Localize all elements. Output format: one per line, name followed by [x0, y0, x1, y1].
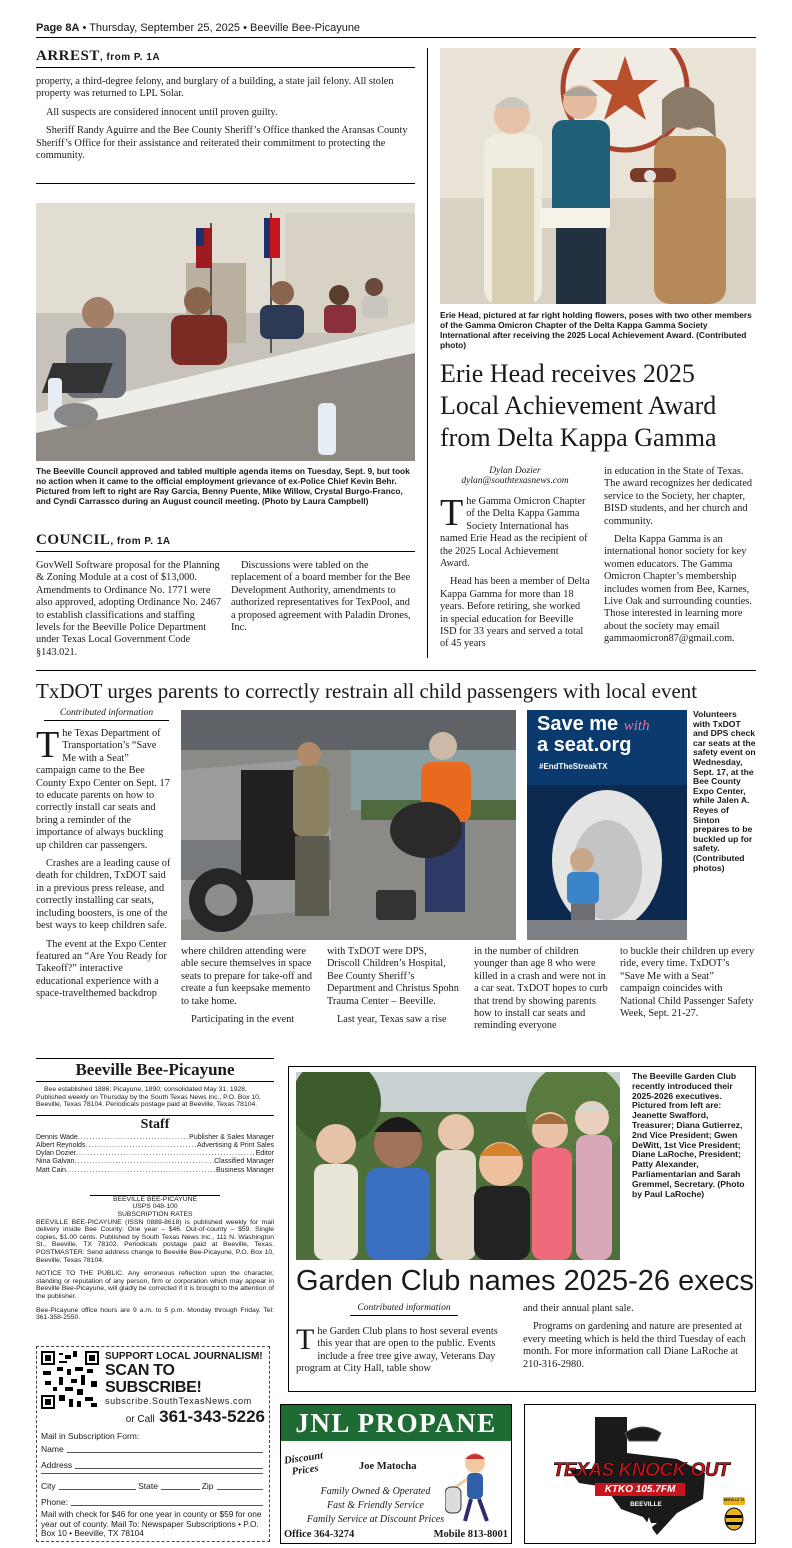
page-number: Page 8A	[36, 22, 80, 34]
txdot-byline: Contributed information	[44, 708, 169, 721]
bee-badge-text: BEEVILLE TX	[723, 1498, 745, 1502]
public-notice: NOTICE TO THE PUBLIC. Any erroneous reflection upon the character, standing or reputation of any person, firm or corporation which may appear in Beeville Bee-Picayune, will gladly be corrected if it is brought to the attention of the publisher.	[36, 1270, 274, 1300]
save-me-with-a-seat-photo	[527, 710, 687, 940]
masthead-title: Beeville Bee-Picayune	[36, 1058, 274, 1082]
txdot-c5-p1: to buckle their children up every ride, every time. TxDOT’s “Save Me with a Seat” campaign coincides with National Child Passenger Safety Week, Sept. 21-27.	[620, 946, 755, 1020]
erie-author: Dylan Dozier	[489, 466, 541, 476]
arrest-p3: Sheriff Randy Aguirre and the Bee County Sheriff’s Office thanked the Aransas County Sheriff’s Office for their assistance and reiterated their commitment to protecting the community.	[36, 125, 408, 162]
txdot-dropcap: T	[36, 724, 60, 766]
arrest-jump-head: ARREST, from P. 1A	[36, 48, 415, 68]
arrest-p2: All suspects are considered innocent until proven guilty.	[46, 106, 278, 118]
staff-name: Nina Galvan	[36, 1158, 75, 1166]
scan-to-subscribe: SCAN TO SUBSCRIBE!	[105, 1362, 202, 1396]
staff-role: Business Manager	[216, 1166, 274, 1174]
erie-p1: he Gamma Omicron Chapter of the Delta Kappa Gamma Society International has named Erie Head as the recipient of the 2025 Local Achievement Award.	[440, 496, 588, 570]
ktko-radio-ad[interactable]	[524, 1404, 756, 1544]
garden-headline: Garden Club names 2025-26 execs	[296, 1265, 754, 1297]
arrest-story	[36, 48, 415, 168]
staff-row	[36, 1167, 274, 1175]
ktko-title: TEXAS KNOCK OUT	[552, 1460, 730, 1481]
jnl-taglines	[283, 1485, 468, 1527]
support-journalism: SUPPORT LOCAL JOURNALISM!	[105, 1351, 263, 1362]
erie-photo-caption: Erie Head, pictured at far right holding flowers, poses with two other members of the Gamma Omicron Chapter of the Delta Kappa Gamma Society International after receiving the 2025 Local Achievement Award. (Contributed photo)	[440, 310, 752, 350]
address-field[interactable]: Address	[41, 1457, 265, 1473]
staff-row	[36, 1134, 274, 1142]
council-photo-caption: The Beeville Council approved and tabled multiple agenda items on Tuesday, Sept. 9, but took no action when it came to the official employment grievance of ex-Police Chief Kevin Behr. Pictured from left to right are Ray Garcia, Benny Puente, Mike Willow, Crystal Burgo-Franco, and Cyndi Carrassco during an August council meeting. (Photo by Laura Campbell)	[36, 466, 410, 506]
garden-byline: Contributed information	[350, 1303, 458, 1316]
usps-line1: BEEVILLE BEE-PICAYUNE	[112, 1195, 198, 1203]
section-divider	[36, 670, 756, 671]
banner-text	[537, 714, 650, 756]
subscribe-url[interactable]: subscribe.SouthTexasNews.com	[105, 1396, 252, 1406]
staff-row	[36, 1150, 274, 1158]
staff-row	[36, 1158, 274, 1166]
txdot-col2	[181, 946, 316, 1032]
staff-name: Albert Reynolds	[36, 1141, 86, 1149]
garden-col2	[523, 1303, 750, 1377]
staff-role: Classified Manager	[214, 1158, 274, 1166]
council-meeting-photo	[36, 203, 415, 461]
jnl-tagline-3: Family Service at Discount Prices	[306, 1514, 445, 1525]
txdot-c2-p2: Participating in the event	[191, 1014, 295, 1026]
staff-title: Staff	[36, 1115, 274, 1134]
banner-url: a seat.org	[537, 734, 632, 756]
garden-col1	[296, 1323, 512, 1382]
masthead-box	[36, 1058, 274, 1322]
txdot-p1: he Texas Department of Transportation’s “Save Me with a Seat” campaign came to the Bee County Expo Center on Sept. 17 to educate parents on how to correctly install car seats and bring a reminder of the importance of always buckling up children car passengers.	[36, 728, 170, 851]
txdot-c3-p1: with TxDOT were DPS, Driscoll Children’s Hospital, Bee County Sheriff’s Department and Christus Spohn Trauma Center – Beeville.	[327, 946, 459, 1007]
phone-field[interactable]: Phone:	[41, 1494, 265, 1510]
staff-name: Dylan Dozier	[36, 1150, 77, 1158]
txdot-col1	[36, 724, 171, 1007]
staff-role: Advertising & Print Sales	[196, 1141, 274, 1149]
jnl-owner: Joe Matocha	[359, 1461, 417, 1472]
arrest-p1: property, a third-degree felony, and burglary of a building, a state jail felony. All stolen property was returned to LPL Solar.	[36, 76, 394, 100]
council-col1: GovWell Software proposal for the Planning & Zoning Module at a cost of $13,000. Amendments to Ordinance No. 1771 were also approved, adopting Ordinance No. 2467 to establish classifications and staffing levels for the Beeville Police Department under Texas Local Government Code §143.021.	[36, 560, 222, 658]
page-folio	[36, 22, 756, 38]
jnl-propane-ad[interactable]	[280, 1404, 512, 1544]
car-seat-check-photo	[181, 710, 516, 940]
erie-byline	[440, 466, 590, 486]
erie-headline: Erie Head receives 2025 Local Achievement Award from Delta Kappa Gamma	[440, 359, 717, 452]
jnl-office-phone[interactable]: Office 364-3274	[284, 1529, 355, 1540]
qr-code-icon[interactable]	[41, 1351, 99, 1409]
office-hours: Bee-Picayune office hours are 9 a.m. to 5 p.m. Monday through Friday. Tel: 361-358-2550.	[36, 1306, 274, 1322]
divider	[36, 183, 415, 184]
garden-dropcap: T	[296, 1323, 315, 1356]
usps-line2: USPS 048-100	[132, 1203, 178, 1211]
garden-p3: Programs on gardening and nature are presented at every meeting which is held the third Tuesday of each month. For more information call Diane LaRoche at 210-316-2980.	[523, 1321, 746, 1370]
garden-photo-caption: The Beeville Garden Club recently introduced their 2025-2026 executives. Pictured from left are: Jeanette Swafford, Treasurer; Diana Gutierrez, 2nd Vice President; Gwen DeWitt, 1st Vice President; Diane LaRoche, President; Patty Alexander, Parliamentarian and Sarah Gremmel, Secretary. (Photo by Paul LaRoche)	[632, 1071, 745, 1199]
erie-head-award-photo	[440, 48, 756, 304]
council-col2: Discussions were tabled on the replacement of a board member for the Bee Development Authority, amendments to authorized representatives for TexPool, and a proposed agreement with Paladin Drones, Inc.	[231, 560, 411, 634]
erie-p3: in education in the State of Texas. The award recognizes her dedicated service to the Society, her chapter, BISD students, and her church and community.	[604, 466, 753, 527]
usps-line3: SUBSCRIPTION RATES	[117, 1210, 193, 1218]
subscribe-phone[interactable]: 361-343-5226	[159, 1407, 265, 1426]
jnl-tagline-1: Family Owned & Operated	[320, 1486, 431, 1497]
city-state-zip-field[interactable]: City State Zip	[41, 1478, 265, 1494]
txdot-c2-p1: where children attending were able secure themselves in space seats to prepare for take-off and create a fun keepsake memento to take home.	[181, 946, 313, 1007]
discount-prices: Discount Prices	[283, 1450, 324, 1478]
txdot-col5	[620, 946, 756, 1026]
erie-col2	[604, 466, 756, 652]
banner-hashtag: #EndTheStreakTX	[539, 762, 608, 771]
folio-date: • Thursday, September 25, 2025 • Beeville Bee-Picayune	[82, 22, 361, 34]
subscription-rates: BEEVILLE BEE-PICAYUNE (ISSN 0889-8618) is published weekly for mail delivery inside Bee County: One year – $46. Out-of-county – $59. Single copies, $1.00 cents. Published by South Texas News Inc., 111 N. Washington St., Beeville, TX 78102. Periodicals postage paid at Beeville, Texas. POSTMASTER: Send address change to Beeville Bee-Picayune, P.O. Box 10, Beeville, Texas 78104.	[36, 1218, 274, 1264]
erie-dropcap: T	[440, 492, 464, 534]
txdot-p3: The event at the Expo Center featured an “Are You Ready for Takeoff?” interactive educational experience with a space-travelthemed backdrop	[36, 938, 167, 1000]
council-jump-head: COUNCIL, from P. 1A	[36, 532, 415, 552]
subscribe-box	[36, 1346, 270, 1542]
ktko-city: BEEVILLE	[630, 1501, 662, 1508]
ktko-frequency: KTKO 105.7FM	[595, 1483, 685, 1496]
garden-p2: and their annual plant sale.	[523, 1303, 634, 1314]
txdot-col3	[327, 946, 462, 1032]
erie-p2: Head has been a member of Delta Kappa Gamma for more than 18 years. Before retiring, she worked in special education for Beeville ISD for 33 years and served a total of 45 years	[440, 576, 590, 650]
staff-name: Matt Cain	[36, 1166, 66, 1174]
staff-list	[36, 1134, 274, 1175]
bee-badge-icon	[721, 1497, 747, 1533]
form-title: Mail in Subscription Form:	[41, 1431, 140, 1441]
txdot-p2: Crashes are a leading cause of death for children, TxDOT said in a previous press release, and correctly installing car seats, including boosters, is one of the best ways to keep children safe.	[36, 858, 171, 932]
propane-mascot-icon	[445, 1449, 505, 1529]
jnl-tagline-2: Fast & Friendly Service	[327, 1500, 424, 1511]
garden-club-photo	[296, 1072, 620, 1260]
garden-p1: he Garden Club plans to host several events this year that are open to the public. Events include a free tree give away, Veterans Day program at City Hall, table show	[296, 1326, 498, 1375]
txdot-col4	[474, 946, 609, 1039]
banner-with: with	[623, 718, 650, 734]
erie-email: dylan@southtexasnews.com	[461, 476, 569, 486]
erie-col1	[440, 492, 590, 657]
txdot-headline: TxDOT urges parents to correctly restrain all child passengers with local event	[36, 679, 698, 703]
name-field[interactable]: Name	[41, 1441, 265, 1457]
council-story	[36, 532, 415, 552]
txdot-photo-caption: Volunteers with TxDOT and DPS check car seats at the safety event on Wednesday, Sept. 17, at the Bee County Expo Center, while Jalen A. Reyes of Sinton prepares to be buckled up for safety. (Contributed photos)	[693, 709, 756, 873]
jnl-title: JNL PROPANE	[281, 1405, 511, 1441]
staff-role: Publisher & Sales Manager	[189, 1133, 274, 1141]
or-call: or Call	[125, 1414, 155, 1425]
jnl-mobile-phone[interactable]: Mobile 813-8001	[433, 1529, 508, 1540]
staff-role: Editor	[255, 1150, 274, 1158]
masthead-est: Bee established 1886; Picayune, 1890; consolidated May 31, 1928. Published weekly on Thursday by the South Texas News Inc., P.O. Box 10, Beeville, Texas 78104. Periodicals postage paid at Beeville, Texas 78104.	[36, 1086, 261, 1109]
banner-save-me: Save me	[537, 713, 619, 735]
staff-name: Dennis Wade	[36, 1133, 78, 1141]
txdot-c3-p2: Last year, Texas saw a rise	[337, 1014, 447, 1026]
subscribe-mail-to: Mail with check for $46 for one year in county or $59 for one year out of county. Mail To: Newspaper Subscriptions • P.O. Box 10 • Beeville, TX 78104	[41, 1509, 262, 1539]
erie-p4: Delta Kappa Gamma is an international honor society for key women educators. The Gamma Omicron Chapter’s membership includes women from Bee, Karnes, Live Oak and surrounding counties. Those interested in learning more about the society may email gammaomicron87@gmail.com.	[604, 534, 752, 645]
staff-row	[36, 1142, 274, 1150]
column-rule	[427, 48, 428, 658]
txdot-c4-p1: in the number of children younger than age 8 who were killed in a crash and were not in a car seat. TxDOT hopes to curb that trend by showing parents how to install car seats and reminding everyone	[474, 946, 608, 1032]
